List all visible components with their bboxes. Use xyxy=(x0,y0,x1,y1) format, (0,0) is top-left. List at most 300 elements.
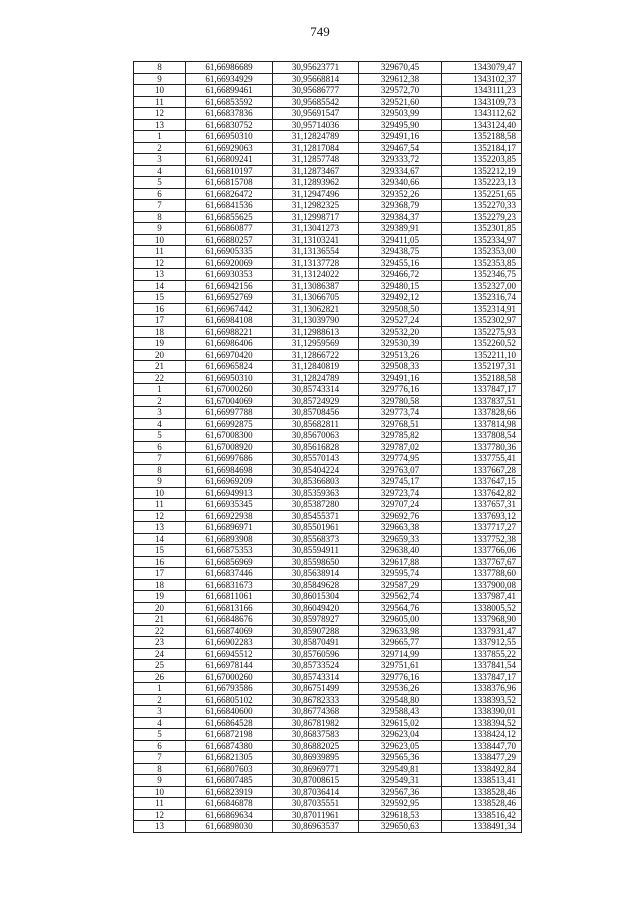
point-number-cell: 14 xyxy=(134,533,186,545)
latitude-cell: 61,66984698 xyxy=(186,464,273,476)
x-coordinate-cell: 329723,74 xyxy=(359,487,442,499)
point-number-cell: 20 xyxy=(134,349,186,361)
point-number-cell: 7 xyxy=(134,752,186,764)
longitude-cell: 31,13136554 xyxy=(273,246,359,258)
x-coordinate-cell: 329352,26 xyxy=(359,188,442,200)
point-number-cell: 12 xyxy=(134,809,186,821)
latitude-cell: 61,66807485 xyxy=(186,775,273,787)
latitude-cell: 61,66860877 xyxy=(186,223,273,235)
x-coordinate-cell: 329492,12 xyxy=(359,292,442,304)
table-row xyxy=(134,269,522,281)
longitude-cell: 31,12824789 xyxy=(273,131,359,143)
x-coordinate-cell: 329714,99 xyxy=(359,648,442,660)
point-number-cell: 15 xyxy=(134,545,186,557)
latitude-cell: 61,66793586 xyxy=(186,683,273,695)
latitude-cell: 61,66811061 xyxy=(186,591,273,603)
longitude-cell: 30,85570143 xyxy=(273,453,359,465)
x-coordinate-cell: 329508,33 xyxy=(359,361,442,373)
table-row xyxy=(134,257,522,269)
x-coordinate-cell: 329659,33 xyxy=(359,533,442,545)
table-row xyxy=(134,556,522,568)
latitude-cell: 61,66826472 xyxy=(186,188,273,200)
latitude-cell: 61,66945512 xyxy=(186,648,273,660)
x-coordinate-cell: 329384,37 xyxy=(359,211,442,223)
table-row xyxy=(134,96,522,108)
point-number-cell: 5 xyxy=(134,729,186,741)
point-number-cell: 23 xyxy=(134,637,186,649)
x-coordinate-cell: 329707,24 xyxy=(359,499,442,511)
latitude-cell: 61,66920069 xyxy=(186,257,273,269)
x-coordinate-cell: 329565,36 xyxy=(359,752,442,764)
table-row xyxy=(134,395,522,407)
point-number-cell: 4 xyxy=(134,717,186,729)
y-coordinate-cell: 1338447,70 xyxy=(442,740,522,752)
x-coordinate-cell: 329508,50 xyxy=(359,303,442,315)
x-coordinate-cell: 329768,51 xyxy=(359,418,442,430)
latitude-cell: 61,66864528 xyxy=(186,717,273,729)
x-coordinate-cell: 329548,80 xyxy=(359,694,442,706)
x-coordinate-cell: 329745,17 xyxy=(359,476,442,488)
table-row xyxy=(134,637,522,649)
y-coordinate-cell: 1337693,12 xyxy=(442,510,522,522)
longitude-cell: 31,12873467 xyxy=(273,165,359,177)
point-number-cell: 13 xyxy=(134,522,186,534)
y-coordinate-cell: 1337642,82 xyxy=(442,487,522,499)
point-number-cell: 16 xyxy=(134,303,186,315)
y-coordinate-cell: 1337647,15 xyxy=(442,476,522,488)
y-coordinate-cell: 1352314,91 xyxy=(442,303,522,315)
point-number-cell: 21 xyxy=(134,614,186,626)
longitude-cell: 30,95685542 xyxy=(273,96,359,108)
longitude-cell: 30,86751499 xyxy=(273,683,359,695)
latitude-cell: 61,66805102 xyxy=(186,694,273,706)
point-number-cell: 11 xyxy=(134,96,186,108)
y-coordinate-cell: 1338005,52 xyxy=(442,602,522,614)
y-coordinate-cell: 1352353,85 xyxy=(442,257,522,269)
y-coordinate-cell: 1352223,13 xyxy=(442,177,522,189)
x-coordinate-cell: 329491,16 xyxy=(359,372,442,384)
table-row xyxy=(134,119,522,131)
y-coordinate-cell: 1352188,58 xyxy=(442,372,522,384)
latitude-cell: 61,66837836 xyxy=(186,108,273,120)
longitude-cell: 30,86782333 xyxy=(273,694,359,706)
longitude-cell: 30,85743314 xyxy=(273,384,359,396)
table-row xyxy=(134,142,522,154)
table-row xyxy=(134,579,522,591)
longitude-cell: 30,85907288 xyxy=(273,625,359,637)
point-number-cell: 24 xyxy=(134,648,186,660)
table-row xyxy=(134,349,522,361)
longitude-cell: 30,86781982 xyxy=(273,717,359,729)
longitude-cell: 31,13041273 xyxy=(273,223,359,235)
point-number-cell: 1 xyxy=(134,683,186,695)
table-row xyxy=(134,568,522,580)
latitude-cell: 61,66988221 xyxy=(186,326,273,338)
y-coordinate-cell: 1343109,73 xyxy=(442,96,522,108)
latitude-cell: 61,66899461 xyxy=(186,85,273,97)
table-row xyxy=(134,188,522,200)
point-number-cell: 19 xyxy=(134,591,186,603)
longitude-cell: 30,95714036 xyxy=(273,119,359,131)
y-coordinate-cell: 1337788,60 xyxy=(442,568,522,580)
longitude-cell: 31,12982325 xyxy=(273,200,359,212)
table-row xyxy=(134,85,522,97)
x-coordinate-cell: 329333,72 xyxy=(359,154,442,166)
x-coordinate-cell: 329564,76 xyxy=(359,602,442,614)
latitude-cell: 61,66984108 xyxy=(186,315,273,327)
y-coordinate-cell: 1352251,65 xyxy=(442,188,522,200)
point-number-cell: 9 xyxy=(134,775,186,787)
point-number-cell: 9 xyxy=(134,476,186,488)
longitude-cell: 30,85616828 xyxy=(273,441,359,453)
longitude-cell: 31,12857748 xyxy=(273,154,359,166)
y-coordinate-cell: 1343112,62 xyxy=(442,108,522,120)
point-number-cell: 11 xyxy=(134,246,186,258)
latitude-cell: 61,66837446 xyxy=(186,568,273,580)
point-number-cell: 7 xyxy=(134,200,186,212)
y-coordinate-cell: 1337780,36 xyxy=(442,441,522,453)
x-coordinate-cell: 329532,20 xyxy=(359,326,442,338)
point-number-cell: 17 xyxy=(134,315,186,327)
y-coordinate-cell: 1352327,00 xyxy=(442,280,522,292)
latitude-cell: 61,66815708 xyxy=(186,177,273,189)
y-coordinate-cell: 1352197,31 xyxy=(442,361,522,373)
longitude-cell: 30,85724929 xyxy=(273,395,359,407)
latitude-cell: 61,67004069 xyxy=(186,395,273,407)
latitude-cell: 61,66856969 xyxy=(186,556,273,568)
x-coordinate-cell: 329521,60 xyxy=(359,96,442,108)
x-coordinate-cell: 329368,79 xyxy=(359,200,442,212)
y-coordinate-cell: 1337767,67 xyxy=(442,556,522,568)
table-row xyxy=(134,499,522,511)
table-row xyxy=(134,648,522,660)
table-row xyxy=(134,464,522,476)
longitude-cell: 30,85598650 xyxy=(273,556,359,568)
y-coordinate-cell: 1338376,96 xyxy=(442,683,522,695)
latitude-cell: 61,66935345 xyxy=(186,499,273,511)
longitude-cell: 30,87008615 xyxy=(273,775,359,787)
point-number-cell: 17 xyxy=(134,568,186,580)
table-row xyxy=(134,625,522,637)
longitude-cell: 30,85760596 xyxy=(273,648,359,660)
latitude-cell: 61,66821305 xyxy=(186,752,273,764)
y-coordinate-cell: 1338492,84 xyxy=(442,763,522,775)
point-number-cell: 19 xyxy=(134,338,186,350)
y-coordinate-cell: 1338528,46 xyxy=(442,786,522,798)
longitude-cell: 31,12840819 xyxy=(273,361,359,373)
y-coordinate-cell: 1337814,98 xyxy=(442,418,522,430)
latitude-cell: 61,66970420 xyxy=(186,349,273,361)
latitude-cell: 61,66880257 xyxy=(186,234,273,246)
point-number-cell: 13 xyxy=(134,269,186,281)
longitude-cell: 30,85568373 xyxy=(273,533,359,545)
y-coordinate-cell: 1338393,52 xyxy=(442,694,522,706)
x-coordinate-cell: 329623,05 xyxy=(359,740,442,752)
y-coordinate-cell: 1338528,46 xyxy=(442,798,522,810)
latitude-cell: 61,66949913 xyxy=(186,487,273,499)
x-coordinate-cell: 329572,70 xyxy=(359,85,442,97)
table-row xyxy=(134,821,522,833)
x-coordinate-cell: 329595,74 xyxy=(359,568,442,580)
x-coordinate-cell: 329663,38 xyxy=(359,522,442,534)
point-number-cell: 3 xyxy=(134,407,186,419)
point-number-cell: 14 xyxy=(134,280,186,292)
latitude-cell: 61,66905335 xyxy=(186,246,273,258)
latitude-cell: 61,66969209 xyxy=(186,476,273,488)
longitude-cell: 30,85638914 xyxy=(273,568,359,580)
x-coordinate-cell: 329763,07 xyxy=(359,464,442,476)
table-row xyxy=(134,591,522,603)
table-row xyxy=(134,62,522,74)
point-number-cell: 10 xyxy=(134,85,186,97)
longitude-cell: 30,86882025 xyxy=(273,740,359,752)
x-coordinate-cell: 329774,95 xyxy=(359,453,442,465)
point-number-cell: 12 xyxy=(134,257,186,269)
longitude-cell: 30,85733524 xyxy=(273,660,359,672)
longitude-cell: 30,95668814 xyxy=(273,73,359,85)
longitude-cell: 30,85501961 xyxy=(273,522,359,534)
x-coordinate-cell: 329503,99 xyxy=(359,108,442,120)
longitude-cell: 30,85708456 xyxy=(273,407,359,419)
x-coordinate-cell: 329787,02 xyxy=(359,441,442,453)
longitude-cell: 30,86939895 xyxy=(273,752,359,764)
latitude-cell: 61,66872198 xyxy=(186,729,273,741)
table-row xyxy=(134,752,522,764)
longitude-cell: 30,85594911 xyxy=(273,545,359,557)
table-row xyxy=(134,326,522,338)
point-number-cell: 3 xyxy=(134,706,186,718)
latitude-cell: 61,66813166 xyxy=(186,602,273,614)
point-number-cell: 21 xyxy=(134,361,186,373)
latitude-cell: 61,66874069 xyxy=(186,625,273,637)
latitude-cell: 61,66934929 xyxy=(186,73,273,85)
x-coordinate-cell: 329780,58 xyxy=(359,395,442,407)
x-coordinate-cell: 329562,74 xyxy=(359,591,442,603)
longitude-cell: 31,12947496 xyxy=(273,188,359,200)
longitude-cell: 30,85870491 xyxy=(273,637,359,649)
table-row xyxy=(134,775,522,787)
y-coordinate-cell: 1337987,41 xyxy=(442,591,522,603)
latitude-cell: 61,66898030 xyxy=(186,821,273,833)
point-number-cell: 22 xyxy=(134,625,186,637)
point-number-cell: 9 xyxy=(134,73,186,85)
point-number-cell: 8 xyxy=(134,464,186,476)
x-coordinate-cell: 329587,29 xyxy=(359,579,442,591)
latitude-cell: 61,66830752 xyxy=(186,119,273,131)
table-row xyxy=(134,763,522,775)
latitude-cell: 61,66992875 xyxy=(186,418,273,430)
point-number-cell: 12 xyxy=(134,108,186,120)
longitude-cell: 31,13062821 xyxy=(273,303,359,315)
y-coordinate-cell: 1352302,97 xyxy=(442,315,522,327)
y-coordinate-cell: 1337847,17 xyxy=(442,384,522,396)
y-coordinate-cell: 1352188,58 xyxy=(442,131,522,143)
point-number-cell: 2 xyxy=(134,395,186,407)
x-coordinate-cell: 329751,61 xyxy=(359,660,442,672)
point-number-cell: 10 xyxy=(134,487,186,499)
y-coordinate-cell: 1337717,27 xyxy=(442,522,522,534)
table-row xyxy=(134,602,522,614)
x-coordinate-cell: 329615,02 xyxy=(359,717,442,729)
latitude-cell: 61,66929063 xyxy=(186,142,273,154)
y-coordinate-cell: 1337657,31 xyxy=(442,499,522,511)
longitude-cell: 30,86837583 xyxy=(273,729,359,741)
x-coordinate-cell: 329549,31 xyxy=(359,775,442,787)
x-coordinate-cell: 329588,43 xyxy=(359,706,442,718)
x-coordinate-cell: 329773,74 xyxy=(359,407,442,419)
table-row xyxy=(134,418,522,430)
coordinates-table-body xyxy=(134,62,522,833)
y-coordinate-cell: 1337968,90 xyxy=(442,614,522,626)
longitude-cell: 30,86049420 xyxy=(273,602,359,614)
x-coordinate-cell: 329617,88 xyxy=(359,556,442,568)
y-coordinate-cell: 1338491,34 xyxy=(442,821,522,833)
longitude-cell: 30,86015304 xyxy=(273,591,359,603)
longitude-cell: 30,86774368 xyxy=(273,706,359,718)
x-coordinate-cell: 329491,16 xyxy=(359,131,442,143)
table-row xyxy=(134,384,522,396)
latitude-cell: 61,66978144 xyxy=(186,660,273,672)
table-row xyxy=(134,706,522,718)
point-number-cell: 12 xyxy=(134,510,186,522)
latitude-cell: 61,67008920 xyxy=(186,441,273,453)
point-number-cell: 26 xyxy=(134,671,186,683)
x-coordinate-cell: 329438,75 xyxy=(359,246,442,258)
latitude-cell: 61,66950310 xyxy=(186,131,273,143)
table-row xyxy=(134,177,522,189)
point-number-cell: 1 xyxy=(134,384,186,396)
y-coordinate-cell: 1337766,06 xyxy=(442,545,522,557)
point-number-cell: 2 xyxy=(134,694,186,706)
latitude-cell: 61,66965824 xyxy=(186,361,273,373)
y-coordinate-cell: 1352212,19 xyxy=(442,165,522,177)
table-row xyxy=(134,729,522,741)
latitude-cell: 61,66986689 xyxy=(186,62,273,74)
y-coordinate-cell: 1352346,75 xyxy=(442,269,522,281)
table-row xyxy=(134,165,522,177)
table-row xyxy=(134,131,522,143)
x-coordinate-cell: 329495,90 xyxy=(359,119,442,131)
y-coordinate-cell: 1338394,52 xyxy=(442,717,522,729)
y-coordinate-cell: 1352270,33 xyxy=(442,200,522,212)
latitude-cell: 61,66807603 xyxy=(186,763,273,775)
table-row xyxy=(134,73,522,85)
point-number-cell: 4 xyxy=(134,165,186,177)
y-coordinate-cell: 1337752,38 xyxy=(442,533,522,545)
y-coordinate-cell: 1352184,17 xyxy=(442,142,522,154)
latitude-cell: 61,66930353 xyxy=(186,269,273,281)
y-coordinate-cell: 1343124,40 xyxy=(442,119,522,131)
latitude-cell: 61,66810197 xyxy=(186,165,273,177)
table-row xyxy=(134,717,522,729)
table-row xyxy=(134,614,522,626)
longitude-cell: 31,12959569 xyxy=(273,338,359,350)
point-number-cell: 4 xyxy=(134,418,186,430)
point-number-cell: 7 xyxy=(134,453,186,465)
point-number-cell: 15 xyxy=(134,292,186,304)
y-coordinate-cell: 1337912,55 xyxy=(442,637,522,649)
y-coordinate-cell: 1337841,54 xyxy=(442,660,522,672)
x-coordinate-cell: 329776,16 xyxy=(359,671,442,683)
latitude-cell: 61,66952769 xyxy=(186,292,273,304)
table-row xyxy=(134,407,522,419)
table-row xyxy=(134,683,522,695)
point-number-cell: 11 xyxy=(134,798,186,810)
table-row xyxy=(134,234,522,246)
latitude-cell: 61,66853592 xyxy=(186,96,273,108)
latitude-cell: 61,66809241 xyxy=(186,154,273,166)
coordinates-table xyxy=(133,61,522,833)
table-row xyxy=(134,338,522,350)
latitude-cell: 61,66997686 xyxy=(186,453,273,465)
latitude-cell: 61,66967442 xyxy=(186,303,273,315)
x-coordinate-cell: 329334,67 xyxy=(359,165,442,177)
longitude-cell: 31,12998717 xyxy=(273,211,359,223)
latitude-cell: 61,66831673 xyxy=(186,579,273,591)
latitude-cell: 61,67000260 xyxy=(186,384,273,396)
point-number-cell: 5 xyxy=(134,430,186,442)
table-row xyxy=(134,798,522,810)
longitude-cell: 31,13039790 xyxy=(273,315,359,327)
table-row xyxy=(134,246,522,258)
longitude-cell: 31,13137728 xyxy=(273,257,359,269)
y-coordinate-cell: 1337847,17 xyxy=(442,671,522,683)
y-coordinate-cell: 1352334,97 xyxy=(442,234,522,246)
longitude-cell: 31,13066705 xyxy=(273,292,359,304)
page-number: 749 xyxy=(310,24,330,39)
longitude-cell: 30,95686777 xyxy=(273,85,359,97)
table-row xyxy=(134,487,522,499)
point-number-cell: 6 xyxy=(134,441,186,453)
table-row xyxy=(134,108,522,120)
table-row xyxy=(134,372,522,384)
x-coordinate-cell: 329411,05 xyxy=(359,234,442,246)
x-coordinate-cell: 329638,40 xyxy=(359,545,442,557)
longitude-cell: 31,13103241 xyxy=(273,234,359,246)
table-row xyxy=(134,361,522,373)
latitude-cell: 61,66848676 xyxy=(186,614,273,626)
longitude-cell: 30,85387280 xyxy=(273,499,359,511)
point-number-cell: 9 xyxy=(134,223,186,235)
y-coordinate-cell: 1337755,41 xyxy=(442,453,522,465)
table-row xyxy=(134,809,522,821)
x-coordinate-cell: 329618,53 xyxy=(359,809,442,821)
longitude-cell: 30,95691547 xyxy=(273,108,359,120)
x-coordinate-cell: 329466,72 xyxy=(359,269,442,281)
point-number-cell: 22 xyxy=(134,372,186,384)
table-row xyxy=(134,430,522,442)
x-coordinate-cell: 329650,63 xyxy=(359,821,442,833)
y-coordinate-cell: 1352353,00 xyxy=(442,246,522,258)
point-number-cell: 18 xyxy=(134,579,186,591)
point-number-cell: 25 xyxy=(134,660,186,672)
y-coordinate-cell: 1352301,85 xyxy=(442,223,522,235)
point-number-cell: 1 xyxy=(134,131,186,143)
table-row xyxy=(134,522,522,534)
x-coordinate-cell: 329530,39 xyxy=(359,338,442,350)
y-coordinate-cell: 1352203,85 xyxy=(442,154,522,166)
longitude-cell: 30,85849628 xyxy=(273,579,359,591)
x-coordinate-cell: 329567,36 xyxy=(359,786,442,798)
latitude-cell: 61,66869634 xyxy=(186,809,273,821)
x-coordinate-cell: 329513,26 xyxy=(359,349,442,361)
latitude-cell: 61,66875353 xyxy=(186,545,273,557)
y-coordinate-cell: 1343079,47 xyxy=(442,62,522,74)
point-number-cell: 11 xyxy=(134,499,186,511)
latitude-cell: 61,66986406 xyxy=(186,338,273,350)
x-coordinate-cell: 329633,98 xyxy=(359,625,442,637)
y-coordinate-cell: 1352260,52 xyxy=(442,338,522,350)
